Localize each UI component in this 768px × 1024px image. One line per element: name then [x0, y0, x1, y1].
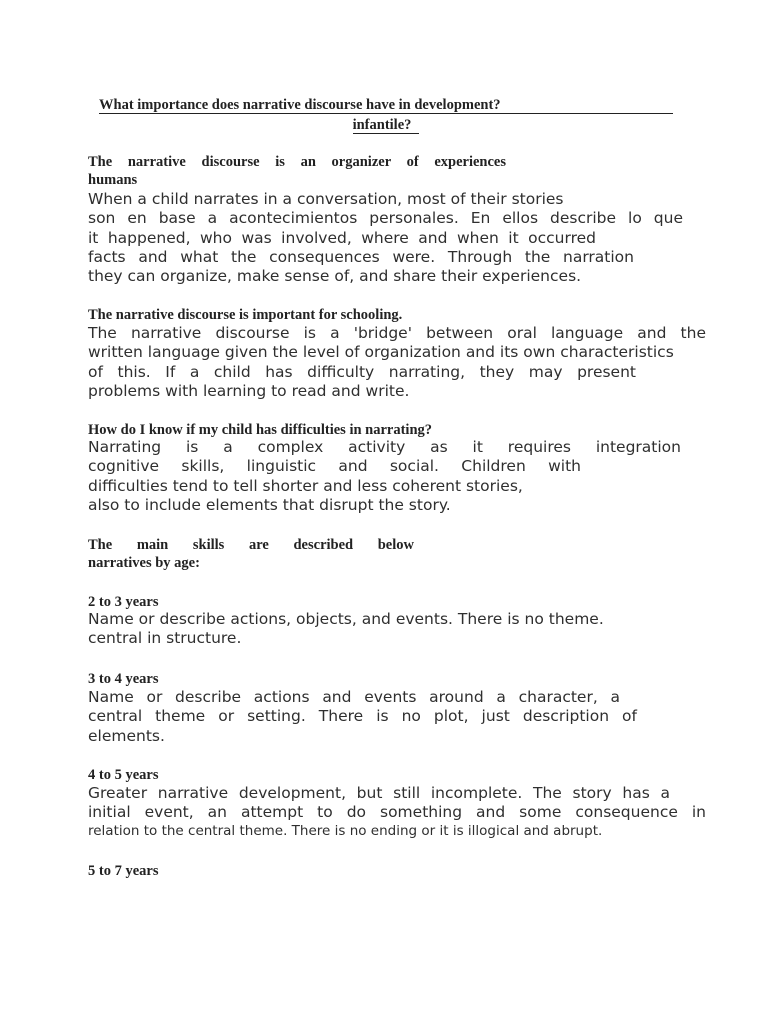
- age-2-3-body: [88, 610, 604, 649]
- body-line: Name or describe actions and events around a character, a: [88, 688, 620, 706]
- body-line: initial event, an attempt to do something and some consequence in: [88, 803, 706, 822]
- body-line: son en base a acontecimientos personales. En ellos describe lo que: [88, 209, 683, 228]
- body-line: cognitive skills, linguistic and social. Children with: [88, 457, 581, 476]
- body-line: of this. If a child has difficulty narrating, they may present: [88, 362, 636, 381]
- age-2-3-heading: [88, 593, 158, 611]
- body-line: written language given the level of organization and its own characteristics: [88, 343, 674, 362]
- section-schooling-heading: [88, 306, 402, 324]
- heading-line: The main skills are described below: [88, 537, 414, 553]
- age-heading: 3 to 4 years: [88, 671, 159, 687]
- body-line: The narrative discourse is a 'bridge' between oral language and the: [88, 324, 706, 342]
- body-line: also to include elements that disrupt the story.: [88, 495, 451, 514]
- body-line: Name or describe actions, objects, and events. There is no theme.: [88, 610, 604, 628]
- section-skills-heading: [88, 536, 414, 572]
- section-organizer-body: [88, 190, 683, 286]
- age-3-4-body: [88, 688, 637, 746]
- body-line: central in structure.: [88, 629, 242, 648]
- heading-line: How do I know if my child has difficulties in narrating?: [88, 422, 433, 438]
- age-4-5-heading: [88, 766, 158, 784]
- body-line: central theme or setting. There is no plot, just description of: [88, 707, 637, 726]
- section-organizer-heading: [88, 153, 506, 189]
- age-5-7-heading: [88, 862, 158, 880]
- title-line-2: [99, 115, 673, 135]
- age-4-5-body: [88, 784, 706, 840]
- body-line: elements.: [88, 726, 165, 745]
- age-heading: 2 to 3 years: [88, 594, 159, 610]
- section-difficulties-body: [88, 438, 681, 515]
- heading-line: The narrative discourse is important for schooling.: [88, 307, 403, 323]
- heading-line: The narrative discourse is an organizer of experiences: [88, 154, 506, 170]
- body-line: Greater narrative development, but still incomplete. The story has a: [88, 784, 670, 802]
- body-line: relation to the central theme. There is no ending or it is illogical and abrupt.: [88, 822, 603, 839]
- heading-line: narratives by age:: [88, 555, 200, 571]
- body-line: Narrating is a complex activity as it requires integration: [88, 438, 681, 456]
- document-title: [99, 95, 673, 135]
- title-line-1: What importance does narrative discourse have in development?: [99, 95, 673, 114]
- title-line-2-text: infantile?: [353, 117, 420, 134]
- age-heading: 4 to 5 years: [88, 767, 159, 783]
- body-line: it happened, who was involved, where and when it occurred: [88, 228, 596, 247]
- section-schooling-body: [88, 324, 706, 401]
- body-line: When a child narrates in a conversation, most of their stories: [88, 190, 564, 208]
- age-3-4-heading: [88, 670, 158, 688]
- body-line: they can organize, make sense of, and share their experiences.: [88, 267, 582, 286]
- body-line: facts and what the consequences were. Through the narration: [88, 247, 634, 266]
- section-difficulties-heading: [88, 421, 432, 439]
- age-heading: 5 to 7 years: [88, 863, 159, 879]
- heading-line: humans: [88, 172, 138, 188]
- body-line: difficulties tend to tell shorter and less coherent stories,: [88, 476, 523, 495]
- body-line: problems with learning to read and write.: [88, 381, 410, 400]
